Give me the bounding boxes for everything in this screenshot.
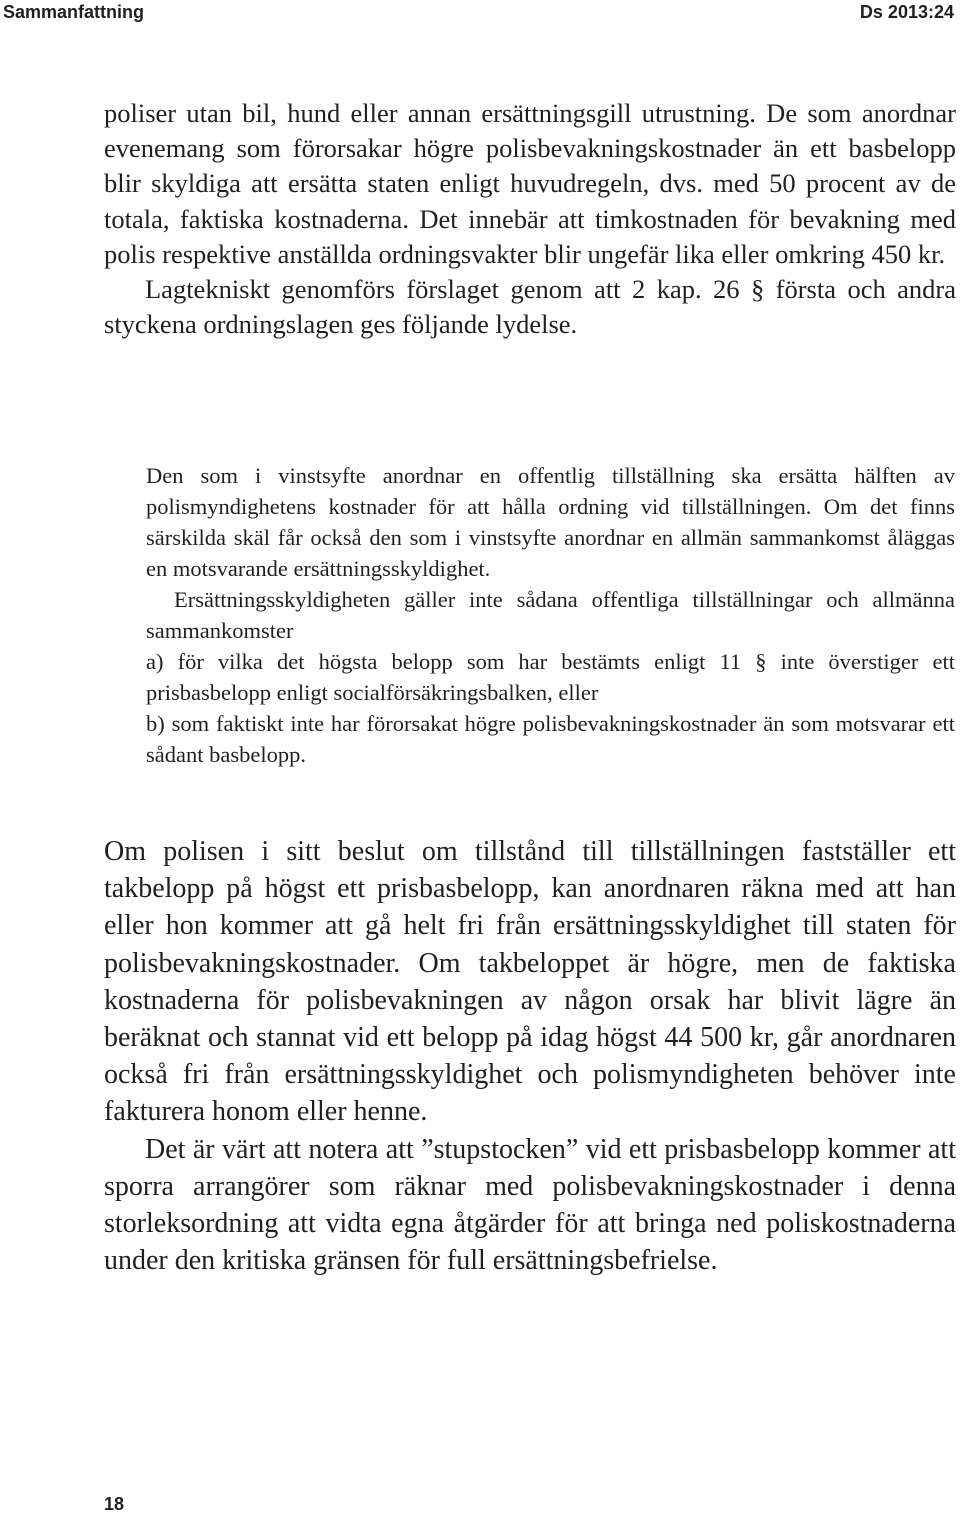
paragraph-2: Lagtekniskt genomförs förslaget genom att 2 kap. 26 § första och andra styckena ordningslagen ges följande lydelse. xyxy=(104,274,956,340)
paragraph-4: Det är värt att notera att ”stupstocken” vid ett prisbasbelopp kommer att sporra arrangörer som räknar med polisbevakningskostnader i denna storleksordning att vidta egna åtgärder för att bringa ned poliskostnaderna under den kritiska gränsen för full ersättningsbefrielse. xyxy=(104,1133,956,1277)
quote-item-b: b) som faktiskt inte har förorsakat högre polisbevakningskostnader än som motsvarar ett sådant basbelopp. xyxy=(146,711,955,767)
header-section-title: Sammanfattning xyxy=(3,2,145,22)
quote-item-a: a) för vilka det högsta belopp som har bestämts enligt 11 § inte överstiger ett prisbasbelopp enligt socialförsäkringsbalken, eller xyxy=(146,649,955,705)
paragraph-3: Om polisen i sitt beslut om tillstånd till tillställningen fastställer ett takbelopp på högst ett prisbasbelopp, kan anordnaren räkna med att han eller hon kommer att gå helt fri från ersättningsskyldighet till staten för polisbevakningskostnader. Om takbeloppet är högre, men de faktiska kostnaderna för polisbevakningen av någon orsak har blivit lägre än beräknat och stannat vid ett belopp på idag högst 44 500 kr, går anordnaren också fri från ersättningsskyldighet och polismyndigheten behöver inte fakturera honom eller henne. xyxy=(104,836,956,1128)
body-text-section-2 xyxy=(104,833,956,1279)
statute-quote xyxy=(146,460,955,770)
running-header xyxy=(0,0,960,28)
header-document-reference: Ds 2013:24 xyxy=(859,2,954,22)
body-text-section-1 xyxy=(104,96,956,342)
quote-paragraph-1: Den som i vinstsyfte anordnar en offentlig tillställning ska ersätta hälften av polismyndighetens kostnader för att hålla ordning vid tillställningen. Om det finns särskilda skäl får också den som i vinstsyfte anordnar en allmän sammankomst åläggas en motsvarande ersättningsskyldighet. xyxy=(146,463,955,581)
page-number: 18 xyxy=(104,1494,125,1514)
paragraph-1: poliser utan bil, hund eller annan ersättningsgill utrustning. De som anordnar evenemang som förorsakar högre polisbevakningskostnader än ett basbelopp blir skyldiga att ersätta staten enligt huvudregeln, dvs. med 50 procent av de totala, faktiska kostnaderna. Det innebär att timkostnaden för bevakning med polis respektive anställda ordningsvakter blir ungefär lika eller omkring 450 kr. xyxy=(104,98,956,269)
quote-paragraph-2: Ersättningsskyldigheten gäller inte sådana offentliga tillställningar och allmänna sammankomster xyxy=(146,587,955,643)
